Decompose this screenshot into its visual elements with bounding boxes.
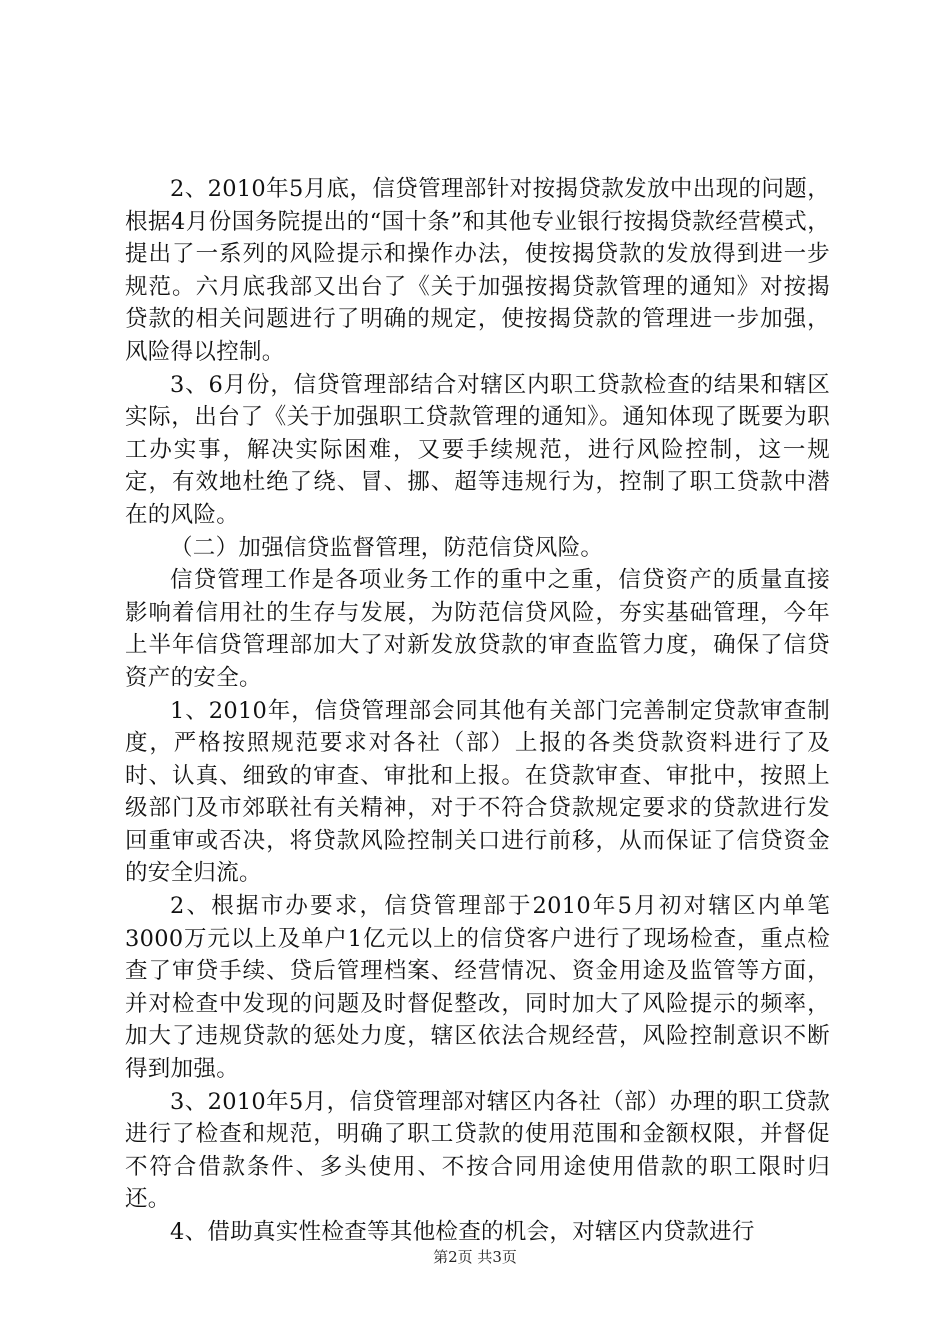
paragraph: 2、2010年5月底，信贷管理部针对按揭贷款发放中出现的问题，根据4月份国务院提出的“国十条”和其他专业银行按揭贷款经营模式，提出了一系列的风险提示和操作办法，使按揭贷款的发放得到进一步规范。六月底我部又出台了《关于加强按揭贷款管理的通知》对按揭贷款的相关问题进行了明确的规定，使按揭贷款的管理进一步加强，风险得以控制。 bbox=[125, 176, 830, 365]
paragraph: 3、2010年5月，信贷管理部对辖区内各社（部）办理的职工贷款进行了检查和规范，明确了职工贷款的使用范围和金额权限，并督促不符合借款条件、多头使用、不按合同用途使用借款的职工限时归还。 bbox=[125, 1088, 830, 1213]
paragraph: 信贷管理工作是各项业务工作的重中之重，信贷资产的质量直接影响着信用社的生存与发展，为防范信贷风险，夯实基础管理，今年上半年信贷管理部加大了对新发放贷款的审查监管力度，确保了信贷资产的安全。 bbox=[125, 567, 830, 691]
paragraph: 2、根据市办要求，信贷管理部于2010年5月初对辖区内单笔3000万元以上及单户1亿元以上的信贷客户进行了现场检查，重点检查了审贷手续、贷后管理档案、经营情况、资金用途及监管等方面，并对检查中发现的问题及时督促整改，同时加大了风险提示的频率，加大了违规贷款的惩处力度，辖区依法合规经营，风险控制意识不断得到加强。 bbox=[125, 893, 830, 1083]
section-heading: （二）加强信贷监督管理，防范信贷风险。 bbox=[170, 534, 604, 561]
paragraph: 4、借助真实性检查等其他检查的机会，对辖区内贷款进行 bbox=[170, 1219, 755, 1245]
paragraph: 1、2010年，信贷管理部会同其他有关部门完善制定贷款审查制度，严格按照规范要求对各社（部）上报的各类贷款资料进行了及时、认真、细致的审查、审批和上报。在贷款审查、审批中，按照上级部门及市郊联社有关精神，对于不符合贷款规定要求的贷款进行发回重审或否决，将贷款风险控制关口进行前移，从而保证了信贷资金的安全归流。 bbox=[125, 697, 830, 887]
page-footer: 第2页 共3页 bbox=[433, 1248, 517, 1266]
paragraph: 3、6月份，信贷管理部结合对辖区内职工贷款检查的结果和辖区实际，出台了《关于加强职工贷款管理的通知》。通知体现了既要为职工办实事，解决实际困难，又要手续规范，进行风险控制，这一规定，有效地杜绝了绕、冒、挪、超等违规行为，控制了职工贷款中潜在的风险。 bbox=[125, 371, 830, 528]
document-body bbox=[125, 173, 830, 1249]
